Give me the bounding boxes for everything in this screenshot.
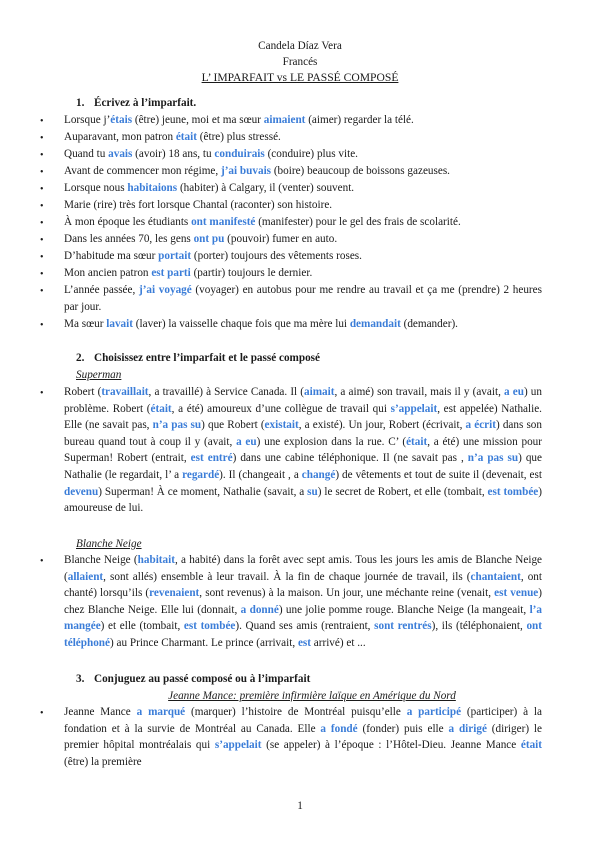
highlighted-answer: habitaions	[127, 182, 178, 194]
highlighted-answer: a dirigé	[448, 722, 487, 735]
text-segment: ). Quand ses amis (rentraient,	[235, 620, 375, 633]
list-item	[64, 248, 542, 265]
highlighted-answer: s’appelait	[390, 402, 438, 415]
list-item	[64, 282, 542, 315]
section-1-number: 1.	[76, 97, 85, 109]
highlighted-answer: a participé	[406, 706, 462, 718]
list-item	[64, 129, 542, 146]
text-segment: , est appelée) Nathalie. Elle (ne savait pas,	[64, 402, 542, 432]
highlighted-answer: est parti	[151, 267, 191, 279]
text-segment: (avoir) 18 ans, tu	[132, 148, 215, 160]
document-header	[0, 38, 600, 86]
text-segment: , a aimé) son travail, mais il y (avait,	[334, 386, 505, 398]
highlighted-answer: allaient	[67, 570, 104, 583]
text-segment: , a travaillé) à Service Canada. Il (	[148, 386, 305, 398]
text-segment: Robert (	[64, 386, 102, 398]
highlighted-answer: travaillait	[101, 386, 149, 398]
section-3-number: 3.	[76, 673, 85, 685]
highlighted-answer: j’ai buvais	[220, 165, 272, 177]
text-segment: Marie (rire) très fort lorsque Chantal (raconter) son histoire.	[64, 199, 333, 211]
text-segment: , a été) une mission pour Superman! Robert (entrait,	[64, 435, 542, 465]
text-segment: ) dans une cabine téléphonique. Il (ne savait pas ,	[232, 452, 468, 465]
author-name: Candela Díaz Vera	[258, 40, 342, 52]
text-segment: ) que Robert (	[201, 419, 265, 432]
text-segment: , a été) amoureux d’une collègue de travail qui	[171, 402, 391, 415]
story-1-text	[64, 384, 542, 517]
highlighted-answer: su	[307, 485, 318, 498]
text-segment: (boire) beaucoup de boissons gazeuses.	[271, 165, 450, 177]
text-segment: (être) jeune, moi et ma sœur	[132, 114, 264, 126]
highlighted-answer: ont pu	[193, 233, 225, 245]
highlighted-answer: habitait	[137, 554, 175, 566]
text-segment: ) amoureuse de lui.	[64, 485, 542, 515]
text-segment: ) une jolie pomme rouge. Blanche Neige (la mangeait,	[278, 603, 530, 616]
subject-name: Francés	[282, 56, 318, 68]
list-item	[64, 112, 542, 129]
highlighted-answer: revenaient	[149, 587, 200, 600]
list-item	[64, 180, 542, 197]
text-segment: ) que Nathalie (le regardait, l’ a	[64, 452, 542, 481]
highlighted-answer: chantaient	[470, 570, 521, 583]
text-segment: (participer) à la fondation et à la survie de Montréal au Canada. Elle	[64, 706, 542, 735]
text-segment: (pouvoir) fumer en auto.	[224, 233, 338, 245]
text-segment: Lorsque nous	[64, 182, 128, 194]
text-segment: (aimer) regarder la télé.	[305, 114, 414, 126]
text-segment: arrivé) et ...	[310, 636, 366, 649]
highlighted-answer: a marqué	[136, 706, 186, 718]
highlighted-answer: a donné	[240, 603, 279, 616]
text-segment: (fonder) puis elle	[357, 722, 449, 735]
highlighted-answer: a fondé	[320, 722, 358, 735]
highlighted-answer: est entré	[190, 452, 233, 465]
bullet-icon: •	[40, 556, 44, 567]
highlighted-answer: est	[297, 636, 311, 649]
text-segment: Dans les années 70, les gens	[64, 233, 194, 245]
highlighted-answer: sont rentrés	[374, 620, 432, 633]
highlighted-answer: ont téléphoné	[64, 620, 542, 649]
highlighted-answer: changé	[301, 468, 336, 481]
highlighted-answer: était	[520, 739, 542, 752]
highlighted-answer: n’a pas su	[152, 419, 202, 432]
highlighted-answer: a eu	[504, 386, 524, 398]
highlighted-answer: n’a pas su	[467, 452, 519, 465]
highlighted-answer: portait	[158, 250, 192, 262]
bullet-icon: •	[40, 286, 44, 297]
text-segment: (habiter) à Calgary, il (venter) souvent.	[177, 182, 355, 194]
text-segment: (se appeler) à l’époque : l’Hôtel-Dieu. Jeanne Mance	[261, 739, 521, 752]
text-segment: (marquer) l’histoire de Montréal puisqu’elle	[185, 706, 407, 718]
highlighted-answer: est tombée	[183, 620, 236, 633]
section-2-title: Choisissez entre l’imparfait et le passé composé	[94, 352, 320, 364]
text-segment: L’année passée,	[64, 284, 139, 296]
highlighted-answer: ont manifesté	[191, 216, 256, 228]
highlighted-answer: existait	[264, 419, 299, 432]
text-segment: ), ils (téléphonaient,	[431, 620, 527, 633]
text-segment: (être) plus stressé.	[196, 131, 281, 143]
highlighted-answer: avais	[108, 148, 133, 160]
highlighted-answer: regardé	[182, 468, 220, 481]
list-item	[64, 265, 542, 282]
text-segment: , a habité) dans la forêt avec sept amis. Tous les jours les amis de Blanche Neige (	[64, 554, 543, 583]
list-item	[64, 163, 542, 180]
highlighted-answer: devenu	[64, 485, 99, 498]
highlighted-answer: était	[150, 402, 172, 415]
text-segment: (voyager) en autobus pour me rendre au travail et ça me (prendre) 2 heures par jour.	[64, 284, 542, 313]
bullet-icon: •	[40, 252, 44, 263]
list-item	[64, 146, 542, 163]
highlighted-answer: a eu	[236, 435, 257, 448]
text-segment: ) le secret de Robert, et elle (tombait,	[317, 485, 488, 498]
highlighted-answer: est tombée	[487, 485, 539, 498]
section-1-title: Écrivez à l’imparfait.	[94, 97, 197, 109]
highlighted-answer: j’ai voyagé	[138, 284, 192, 296]
list-item	[64, 316, 542, 333]
document-title: L’ IMPARFAIT vs LE PASSÉ COMPOSÉ	[201, 71, 399, 84]
text-segment: (demander).	[400, 318, 458, 330]
section-3-text	[64, 704, 542, 770]
text-segment: (diriger) le premier hôpital montréalais qui	[64, 722, 542, 752]
text-segment: ) un problème. Robert (	[64, 386, 542, 415]
highlighted-answer: aimaient	[263, 114, 306, 126]
text-segment: , ont chanté) lorsqu’ils (	[64, 570, 543, 600]
highlighted-answer: aimait	[304, 386, 335, 398]
highlighted-answer: conduirais	[214, 148, 265, 160]
text-segment: Auparavant, mon patron	[64, 131, 176, 143]
section-3-title: Conjuguez au passé composé ou à l’imparfait	[94, 673, 311, 685]
text-segment: D’habitude ma sœur	[64, 250, 159, 262]
section-2-heading	[76, 350, 320, 367]
text-segment: Ma sœur	[64, 318, 107, 330]
bullet-icon: •	[40, 269, 44, 280]
text-segment: Jeanne Mance	[64, 706, 137, 718]
text-segment: , sont allés) ensemble à leur travail. À la fin de chaque journée de travail, ils (	[103, 570, 471, 583]
text-segment: ) une explosion dans la rue. C’ (	[256, 435, 407, 448]
text-segment: , sont revenus) à la maison. Un jour, une méchante reine (venait,	[199, 587, 495, 600]
text-segment: (conduire) plus vite.	[264, 148, 358, 160]
highlighted-answer: a écrit	[465, 419, 496, 432]
text-segment: Avant de commencer mon régime,	[64, 165, 221, 177]
section-2-number: 2.	[76, 352, 85, 364]
bullet-icon: •	[40, 167, 44, 178]
text-segment: À mon époque les étudiants	[64, 216, 192, 228]
section-1-heading	[76, 95, 196, 112]
highlighted-answer: étais	[110, 114, 133, 126]
text-segment: Blanche Neige (	[64, 554, 138, 566]
highlighted-answer: s’appelait	[214, 739, 262, 752]
bullet-icon: •	[40, 184, 44, 195]
bullet-icon: •	[40, 708, 44, 719]
bullet-icon: •	[40, 388, 44, 399]
highlighted-answer: était	[406, 435, 428, 448]
story-2-title: Blanche Neige	[76, 538, 142, 550]
text-segment: Mon ancien patron	[64, 267, 152, 279]
highlighted-answer: demandait	[349, 318, 401, 330]
text-segment: (être) la première	[64, 755, 142, 768]
highlighted-answer: était	[175, 131, 197, 143]
list-item	[64, 231, 542, 248]
bullet-icon: •	[40, 150, 44, 161]
page-number: 1	[297, 800, 303, 812]
bullet-icon: •	[40, 218, 44, 229]
bullet-icon: •	[40, 201, 44, 212]
text-segment: (manifester) pour le gel des frais de scolarité.	[255, 216, 461, 228]
text-segment: ). Il (changeait , a	[219, 468, 302, 481]
bullet-icon: •	[40, 116, 44, 127]
highlighted-answer: lavait	[106, 318, 133, 330]
bullet-icon: •	[40, 320, 44, 331]
highlighted-answer: est venue	[494, 587, 539, 600]
text-segment: (partir) toujours le dernier.	[190, 267, 313, 279]
text-segment: ) chez Blanche Neige. Elle lui (donnait,	[64, 587, 542, 616]
section-3-heading	[76, 671, 310, 688]
text-segment: Quand tu	[64, 148, 109, 160]
section-3-subtitle: Jeanne Mance: première infirmière laïque en Amérique du Nord	[168, 690, 456, 702]
text-segment: ) au Prince Charmant. Le prince (arrivait,	[110, 636, 298, 649]
text-segment: Lorsque j’	[64, 114, 111, 126]
story-2-text	[64, 552, 542, 652]
text-segment: ) dans son bureau quand tout à coup il y (avait,	[64, 419, 542, 448]
text-segment: (laver) la vaisselle chaque fois que ma mère lui	[133, 318, 350, 330]
list-item	[64, 214, 542, 231]
story-1-title: Superman	[76, 369, 122, 381]
bullet-icon: •	[40, 133, 44, 144]
text-segment: ) de vêtements et tout de suite il (devenait, est	[335, 468, 542, 481]
list-item	[64, 197, 542, 214]
text-segment: , a existé). Un jour, Robert (écrivait,	[298, 419, 466, 432]
bullet-icon: •	[40, 235, 44, 246]
highlighted-answer: l’a mangée	[64, 603, 542, 633]
text-segment: ) et elle (tombait,	[100, 620, 184, 633]
text-segment: ) Superman! À ce moment, Nathalie (savait, a	[98, 485, 308, 498]
text-segment: (porter) toujours des vêtements roses.	[191, 250, 362, 262]
